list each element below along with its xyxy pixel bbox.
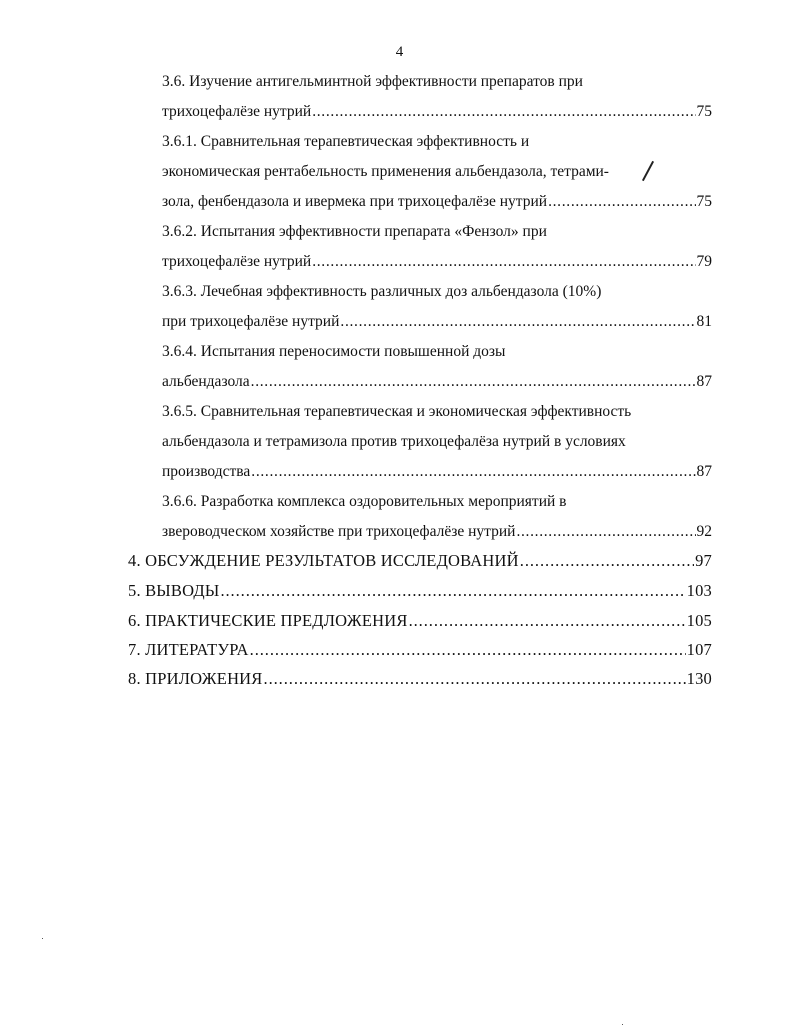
toc-page-ref: 81 xyxy=(696,313,712,330)
toc-entry-text: альбендазола xyxy=(162,373,250,390)
dot-leader xyxy=(520,551,694,571)
toc-entry-text: 5. ВЫВОДЫ xyxy=(128,581,220,600)
dot-leader xyxy=(251,372,696,392)
toc-entry-text: 6. ПРАКТИЧЕСКИЕ ПРЕДЛОЖЕНИЯ xyxy=(128,611,408,630)
toc-entry-3-6-line-1: 3.6. Изучение антигельминтной эффективности препаратов при xyxy=(162,73,583,90)
toc-page-ref: 92 xyxy=(696,523,712,540)
toc-entry-text: производства xyxy=(162,463,251,480)
toc-entry-text: трихоцефалёзе нутрий xyxy=(162,253,312,270)
toc-page-ref: 103 xyxy=(686,581,712,600)
toc-entry-text: 7. ЛИТЕРАТУРА xyxy=(128,640,249,659)
toc-entry-3-6-4-line-1: 3.6.4. Испытания переносимости повышенной дозы xyxy=(162,343,506,360)
scan-speck xyxy=(42,938,43,939)
toc-entry-3-6-1-line-1: 3.6.1. Сравнительная терапевтическая эффективность и xyxy=(162,133,530,150)
toc-entry-3-6-2-line-1: 3.6.2. Испытания эффективности препарата «Фензол» при xyxy=(162,223,547,240)
toc-entry-3-6-5-line-2: альбендазола и тетрамизола против трихоцефалёза нутрий в условиях xyxy=(162,433,626,450)
dot-leader xyxy=(548,192,695,212)
toc-entry-3-6-2-last xyxy=(162,252,712,272)
dot-leader xyxy=(516,522,695,542)
dot-leader xyxy=(312,102,695,122)
toc-entry-text: зола, фенбендазола и ивермека при трихоцефалёзе нутрий xyxy=(162,193,548,210)
toc-entry-3-6-3-line-1: 3.6.3. Лечебная эффективность различных доз альбендазола (10%) xyxy=(162,283,602,300)
toc-entry-7 xyxy=(128,640,712,660)
toc-entry-text: звероводческом хозяйстве при трихоцефалёзе нутрий xyxy=(162,523,516,540)
toc-entry-3-6-4-last xyxy=(162,372,712,392)
toc-page-ref: 105 xyxy=(686,611,712,630)
scan-speck xyxy=(622,1024,623,1025)
toc-entry-3-6-1-last xyxy=(162,192,712,212)
toc-page-ref: 75 xyxy=(696,103,712,120)
dot-leader xyxy=(340,312,695,332)
dot-leader xyxy=(251,462,695,482)
dot-leader xyxy=(250,640,686,660)
toc-page-ref: 130 xyxy=(686,669,712,688)
toc-entry-5 xyxy=(128,581,712,601)
toc-entry-8 xyxy=(128,669,712,689)
toc-entry-text: трихоцефалёзе нутрий xyxy=(162,103,312,120)
dot-leader xyxy=(409,611,686,631)
toc-page-ref: 97 xyxy=(695,551,712,570)
dot-leader xyxy=(312,252,695,272)
toc-page-ref: 107 xyxy=(686,640,712,659)
toc-entry-text: 8. ПРИЛОЖЕНИЯ xyxy=(128,669,263,688)
toc-entry-3-6-last xyxy=(162,102,712,122)
toc-entry-3-6-1-line-2: экономическая рентабельность применения альбендазола, тетрами- xyxy=(162,163,609,180)
toc-entry-3-6-3-last xyxy=(162,312,712,332)
toc-entry-3-6-5-line-1: 3.6.5. Сравнительная терапевтическая и экономическая эффективность xyxy=(162,403,632,420)
toc-entry-3-6-6-last xyxy=(162,522,712,542)
toc-page-ref: 79 xyxy=(696,253,712,270)
page-number: 4 xyxy=(395,44,404,60)
toc-page-ref: 87 xyxy=(696,373,712,390)
toc-entry-3-6-5-last xyxy=(162,462,712,482)
dot-leader xyxy=(220,581,685,601)
toc-page-ref: 75 xyxy=(696,193,712,210)
toc-entry-text: 4. ОБСУЖДЕНИЕ РЕЗУЛЬТАТОВ ИССЛЕДОВАНИЙ xyxy=(128,551,519,570)
toc-entry-4 xyxy=(128,551,712,571)
toc-entry-3-6-6-line-1: 3.6.6. Разработка комплекса оздоровительных мероприятий в xyxy=(162,493,567,510)
dot-leader xyxy=(264,669,686,689)
toc-entry-6 xyxy=(128,611,712,631)
toc-entry-text: при трихоцефалёзе нутрий xyxy=(162,313,340,330)
toc-page-ref: 87 xyxy=(696,463,712,480)
